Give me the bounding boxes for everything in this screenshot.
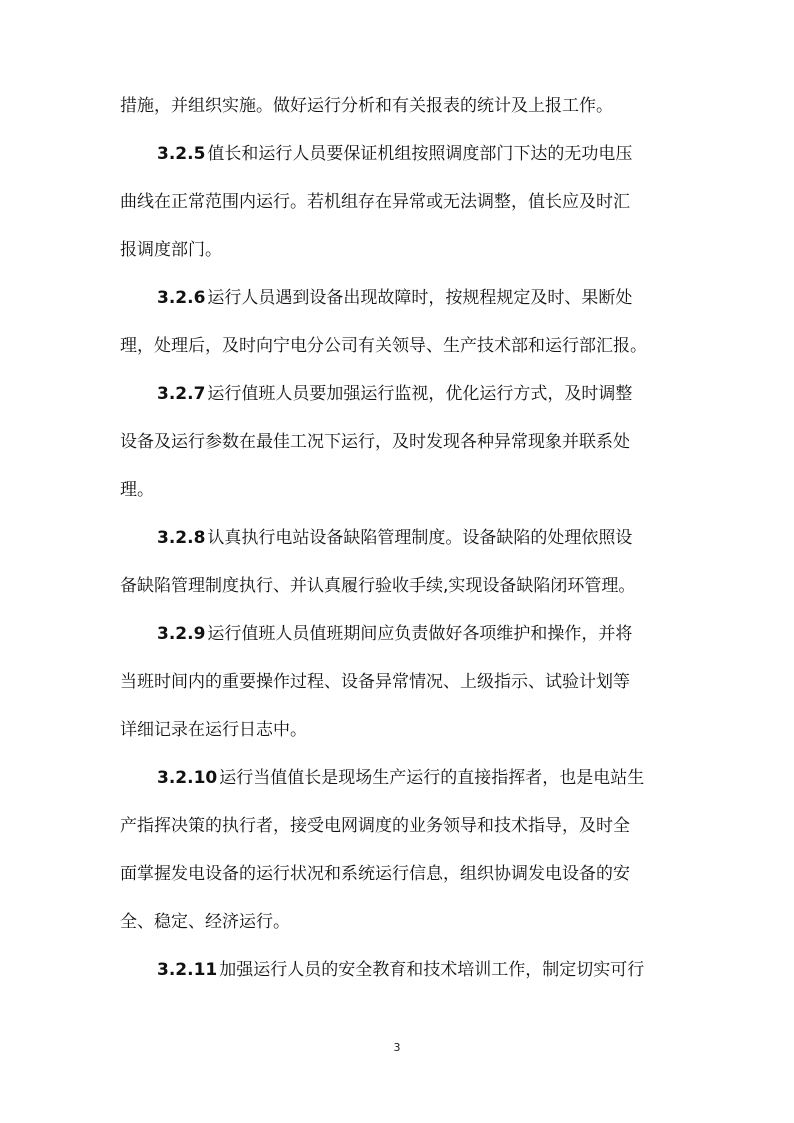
paragraph-line: 理，处理后，及时向宁电分公司有关领导、生产技术部和运行部汇报。 [120, 336, 647, 356]
paragraph-text: 加强运行人员的安全教育和技术培训工作，制定切实可行 [219, 960, 645, 980]
paragraph-line: 产指挥决策的执行者，接受电网调度的业务领导和技术指导，及时全 [120, 816, 630, 836]
paragraph-line [120, 754, 682, 802]
paragraph-line [120, 946, 682, 994]
paragraph-line: 当班时间内的重要操作过程、设备异常情况、上级指示、试验计划等 [120, 672, 630, 692]
paragraph-line [120, 370, 682, 418]
page-number: 3 [393, 1041, 401, 1054]
section-number: 3.2.6 [157, 288, 206, 308]
paragraph-text: 值长和运行人员要保证机组按照调度部门下达的无功电压 [207, 144, 633, 164]
section-number: 3.2.8 [157, 528, 206, 548]
paragraph-line: 全、稳定、经济运行。 [120, 912, 290, 932]
section-number: 3.2.11 [157, 960, 218, 980]
paragraph-line: 理。 [120, 480, 154, 500]
paragraph-line: 面掌握发电设备的运行状况和系统运行信息，组织协调发电设备的安 [120, 864, 630, 884]
paragraph-line: 设备及运行参数在最佳工况下运行，及时发现各种异常现象并联系处 [120, 432, 630, 452]
document-body [120, 82, 682, 994]
paragraph-line: 报调度部门。 [120, 240, 222, 260]
paragraph-text: 运行值班人员要加强运行监视，优化运行方式，及时调整 [207, 384, 633, 404]
section-number: 3.2.7 [157, 384, 206, 404]
paragraph-text: 认真执行电站设备缺陷管理制度。设备缺陷的处理依照设 [207, 528, 633, 548]
paragraph-line: 曲线在正常范围内运行。若机组存在异常或无法调整，值长应及时汇 [120, 192, 630, 212]
paragraph-line [120, 274, 682, 322]
paragraph-text: 运行值班人员值班期间应负责做好各项维护和操作，并将 [207, 624, 633, 644]
paragraph-line [120, 610, 682, 658]
section-number: 3.2.9 [157, 624, 206, 644]
paragraph-line: 详细记录在运行日志中。 [120, 720, 307, 740]
paragraph-line [120, 130, 682, 178]
paragraph-line: 措施，并组织实施。做好运行分析和有关报表的统计及上报工作。 [120, 96, 613, 116]
section-number: 3.2.10 [157, 768, 218, 788]
paragraph-text: 运行当值值长是现场生产运行的直接指挥者，也是电站生 [219, 768, 645, 788]
paragraph-line [120, 514, 682, 562]
paragraph-text: 运行人员遇到设备出现故障时，按规程规定及时、果断处 [207, 288, 633, 308]
paragraph-line: 备缺陷管理制度执行、并认真履行验收手续,实现设备缺陷闭环管理。 [120, 576, 636, 596]
section-number: 3.2.5 [157, 144, 206, 164]
